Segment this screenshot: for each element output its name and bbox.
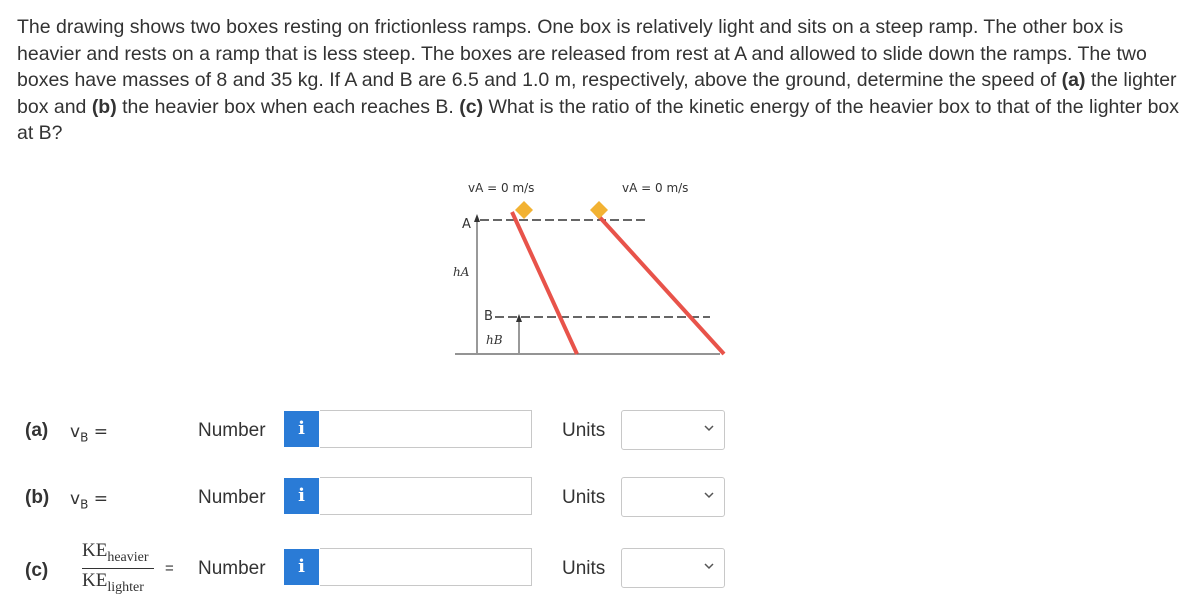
number-label-a: Number — [198, 420, 266, 441]
chevron-down-icon — [704, 490, 714, 500]
units-label-a: Units — [562, 420, 606, 441]
number-input-c[interactable] — [320, 548, 532, 586]
gentle-ramp — [595, 212, 724, 354]
heavy-box — [590, 201, 608, 219]
units-select-b[interactable] — [621, 477, 725, 517]
question-text-2: the lighter box and — [17, 69, 1177, 118]
question-text-3: the heavier box when each reaches B. — [116, 95, 460, 118]
light-box — [515, 201, 533, 219]
hA-arrowhead — [474, 214, 480, 222]
units-label-c: Units — [562, 558, 606, 579]
answer-row-a — [0, 410, 1200, 460]
equals-c: = — [165, 560, 174, 577]
number-input-a[interactable] — [320, 410, 532, 448]
answer-row-b — [0, 477, 1200, 527]
answer-row-c — [0, 540, 1200, 610]
number-input-b[interactable] — [320, 477, 532, 515]
question-part-a: (a) — [1061, 69, 1086, 91]
label-hA: hA — [453, 265, 470, 279]
info-button-c[interactable]: i — [284, 549, 319, 585]
label-B: B — [484, 309, 493, 324]
ramps-figure — [440, 170, 750, 370]
variable-a: $v_B$ = — [70, 422, 108, 445]
part-label-a: (a) — [25, 420, 49, 441]
part-label-c: (c) — [25, 560, 49, 581]
units-select-a[interactable] — [621, 410, 725, 450]
ramps-diagram — [440, 170, 750, 370]
label-hB: hB — [486, 333, 503, 347]
fraction-numerator: $KE_{heavier}$ — [82, 540, 149, 565]
question-part-c: (c) — [459, 95, 484, 118]
question-part-b: (b) — [91, 95, 117, 118]
units-select-c[interactable] — [621, 548, 725, 588]
label-A: A — [462, 217, 471, 232]
va-left-label: vA = 0 m/s — [468, 181, 535, 195]
number-label-c: Number — [198, 558, 266, 579]
question-text-4: What is the ratio of the kinetic energy of the heavier box to that of the lighter box at B? — [17, 95, 1180, 144]
question-text-1: The drawing shows two boxes resting on frictionless ramps. One box is relatively light and sits on a steep ramp. The other box is heavier and rests on a ramp that is less steep. The boxes are released from rest at A and allowed to slide down the ramps. The two boxes have masses of 8 and 35 kg. If A and B are 6.5 and 1.0 m, respectively, above the ground, determine the speed of — [17, 16, 1147, 91]
question-text — [17, 14, 1187, 147]
variable-b: $v_B$ = — [70, 489, 108, 512]
units-label-b: Units — [562, 487, 606, 508]
steep-ramp — [512, 212, 577, 354]
va-right-label: vA = 0 m/s — [622, 181, 689, 195]
info-button-a[interactable]: i — [284, 411, 319, 447]
fraction-denominator: $KE_{lighter}$ — [82, 570, 144, 595]
info-button-b[interactable]: i — [284, 478, 319, 514]
fraction-bar — [82, 568, 154, 569]
chevron-down-icon — [704, 423, 714, 433]
chevron-down-icon — [704, 561, 714, 571]
number-label-b: Number — [198, 487, 266, 508]
part-label-b: (b) — [25, 487, 50, 508]
hB-arrowhead — [516, 314, 522, 322]
